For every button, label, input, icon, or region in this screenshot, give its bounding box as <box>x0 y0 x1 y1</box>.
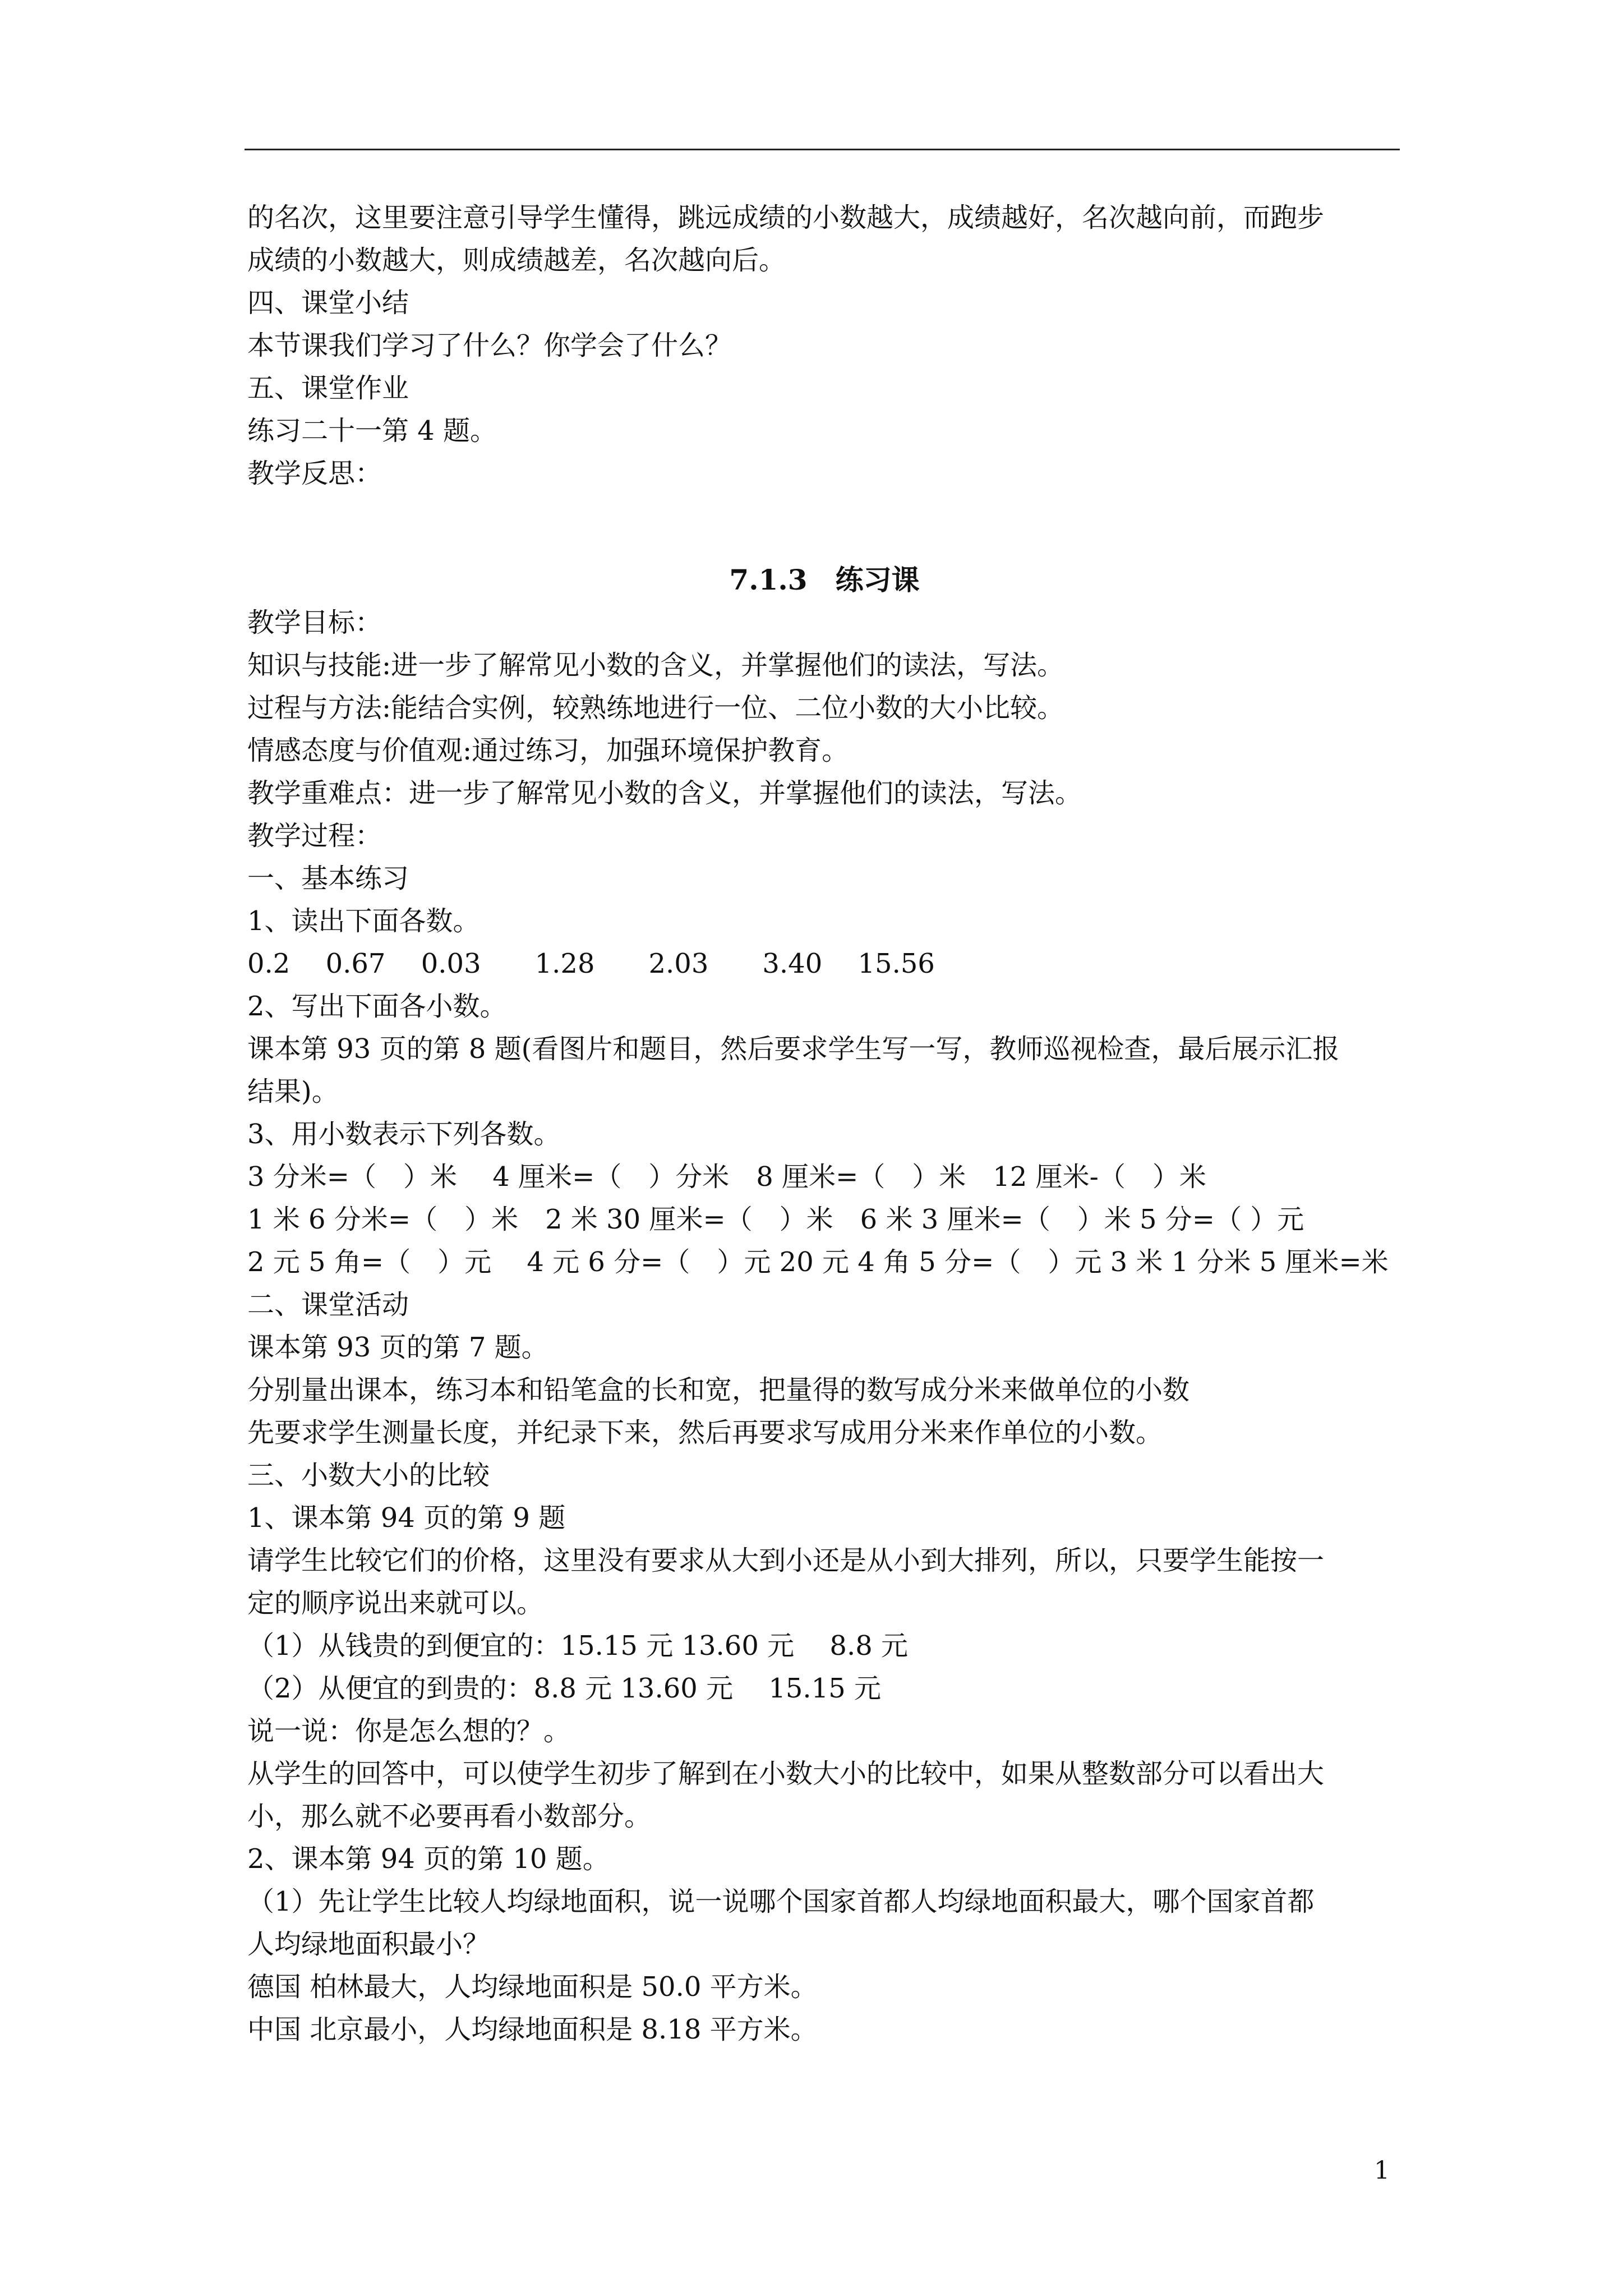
lesson-plan-body <box>247 601 1401 2051</box>
text-line: 教学目标： <box>247 607 382 638</box>
text-line: 2、写出下面各小数。 <box>247 991 507 1022</box>
text-line: 小，那么就不必要再看小数部分。 <box>247 1801 652 1832</box>
text-line: （2）从便宜的到贵的：8.8 元 13.60 元 15.15 元 <box>247 1673 881 1704</box>
text-line: 情感态度与价值观:通过练习，加强环境保护教育。 <box>247 735 849 766</box>
text-line: （1）从钱贵的到便宜的：15.15 元 13.60 元 8.8 元 <box>247 1630 908 1662</box>
text-line: 教学过程： <box>247 820 382 852</box>
document-body <box>247 196 1401 2051</box>
text-line: 三、小数大小的比较 <box>247 1460 490 1491</box>
text-line: 3、用小数表示下列各数。 <box>247 1119 561 1150</box>
text-line: 知识与技能:进一步了解常见小数的含义，并掌握他们的读法，写法。 <box>247 650 1064 681</box>
section-title: 7.1.3 练习课 <box>729 563 920 596</box>
text-line: 定的顺序说出来就可以。 <box>247 1588 544 1619</box>
text-line: 课本第 93 页的第 7 题。 <box>247 1332 548 1363</box>
text-line: 1 米 6 分米=（ ）米 2 米 30 厘米=（ ）米 6 米 3 厘米=（ ）米 5 分=（ ）元 <box>247 1204 1304 1235</box>
page-number: 1 <box>1374 2156 1390 2185</box>
text-line: 结果)。 <box>247 1076 339 1107</box>
text-line: 先要求学生测量长度，并纪录下来，然后再要求写成用分米来作单位的小数。 <box>247 1417 1163 1448</box>
text-line: 0.2 0.67 0.03 1.28 2.03 3.40 15.56 <box>247 948 935 979</box>
header-rule <box>245 149 1400 150</box>
text-line: 人均绿地面积最小？ <box>247 1929 490 1960</box>
text-line: 过程与方法:能结合实例，较熟练地进行一位、二位小数的大小比较。 <box>247 692 1064 724</box>
text-line: 2、课本第 94 页的第 10 题。 <box>247 1843 610 1875</box>
text-line: 四、课堂小结 <box>247 287 409 319</box>
text-line: 练习二十一第 4 题。 <box>247 415 497 447</box>
text-line: 一、基本练习 <box>247 863 409 894</box>
text-line: 德国 柏林最大，人均绿地面积是 50.0 平方米。 <box>247 1971 818 2003</box>
text-line: 中国 北京最小，人均绿地面积是 8.18 平方米。 <box>247 2014 818 2045</box>
text-line: （1）先让学生比较人均绿地面积，说一说哪个国家首都人均绿地面积最大，哪个国家首都 <box>247 1886 1315 1917</box>
text-line: 请学生比较它们的价格，这里没有要求从大到小还是从小到大排列，所以，只要学生能按一 <box>247 1545 1325 1576</box>
text-line: 2 元 5 角=（ ）元 4 元 6 分=（ ）元 20 元 4 角 5 分=（ ）元 3 米 1 分米 5 厘米=米 <box>247 1246 1389 1278</box>
text-line: 说一说：你是怎么想的？。 <box>247 1715 571 1747</box>
text-line: 1、读出下面各数。 <box>247 905 480 937</box>
text-line: 成绩的小数越大，则成绩越差，名次越向后。 <box>247 245 786 276</box>
text-line: 教学重难点：进一步了解常见小数的含义，并掌握他们的读法，写法。 <box>247 777 1082 809</box>
text-line: 分别量出课本，练习本和铅笔盒的长和宽，把量得的数写成分米来做单位的小数 <box>247 1374 1190 1406</box>
text-line: 教学反思： <box>247 458 382 489</box>
text-line: 五、课堂作业 <box>247 372 409 404</box>
text-line: 的名次，这里要注意引导学生懂得，跳远成绩的小数越大，成绩越好，名次越向前，而跑步 <box>247 202 1325 233</box>
text-line: 1、课本第 94 页的第 9 题 <box>247 1502 566 1534</box>
text-line: 从学生的回答中，可以使学生初步了解到在小数大小的比较中，如果从整数部分可以看出大 <box>247 1758 1325 1789</box>
text-line: 本节课我们学习了什么？你学会了什么？ <box>247 330 732 361</box>
text-line: 课本第 93 页的第 8 题(看图片和题目，然后要求学生写一写，教师巡视检查，最后展示汇报 <box>247 1033 1340 1065</box>
text-line: 3 分米=（ ）米 4 厘米=（ ）分米 8 厘米=（ ）米 12 厘米-（ ）米 <box>247 1161 1206 1193</box>
previous-section-continuation <box>247 196 1401 495</box>
text-line: 二、课堂活动 <box>247 1289 409 1320</box>
